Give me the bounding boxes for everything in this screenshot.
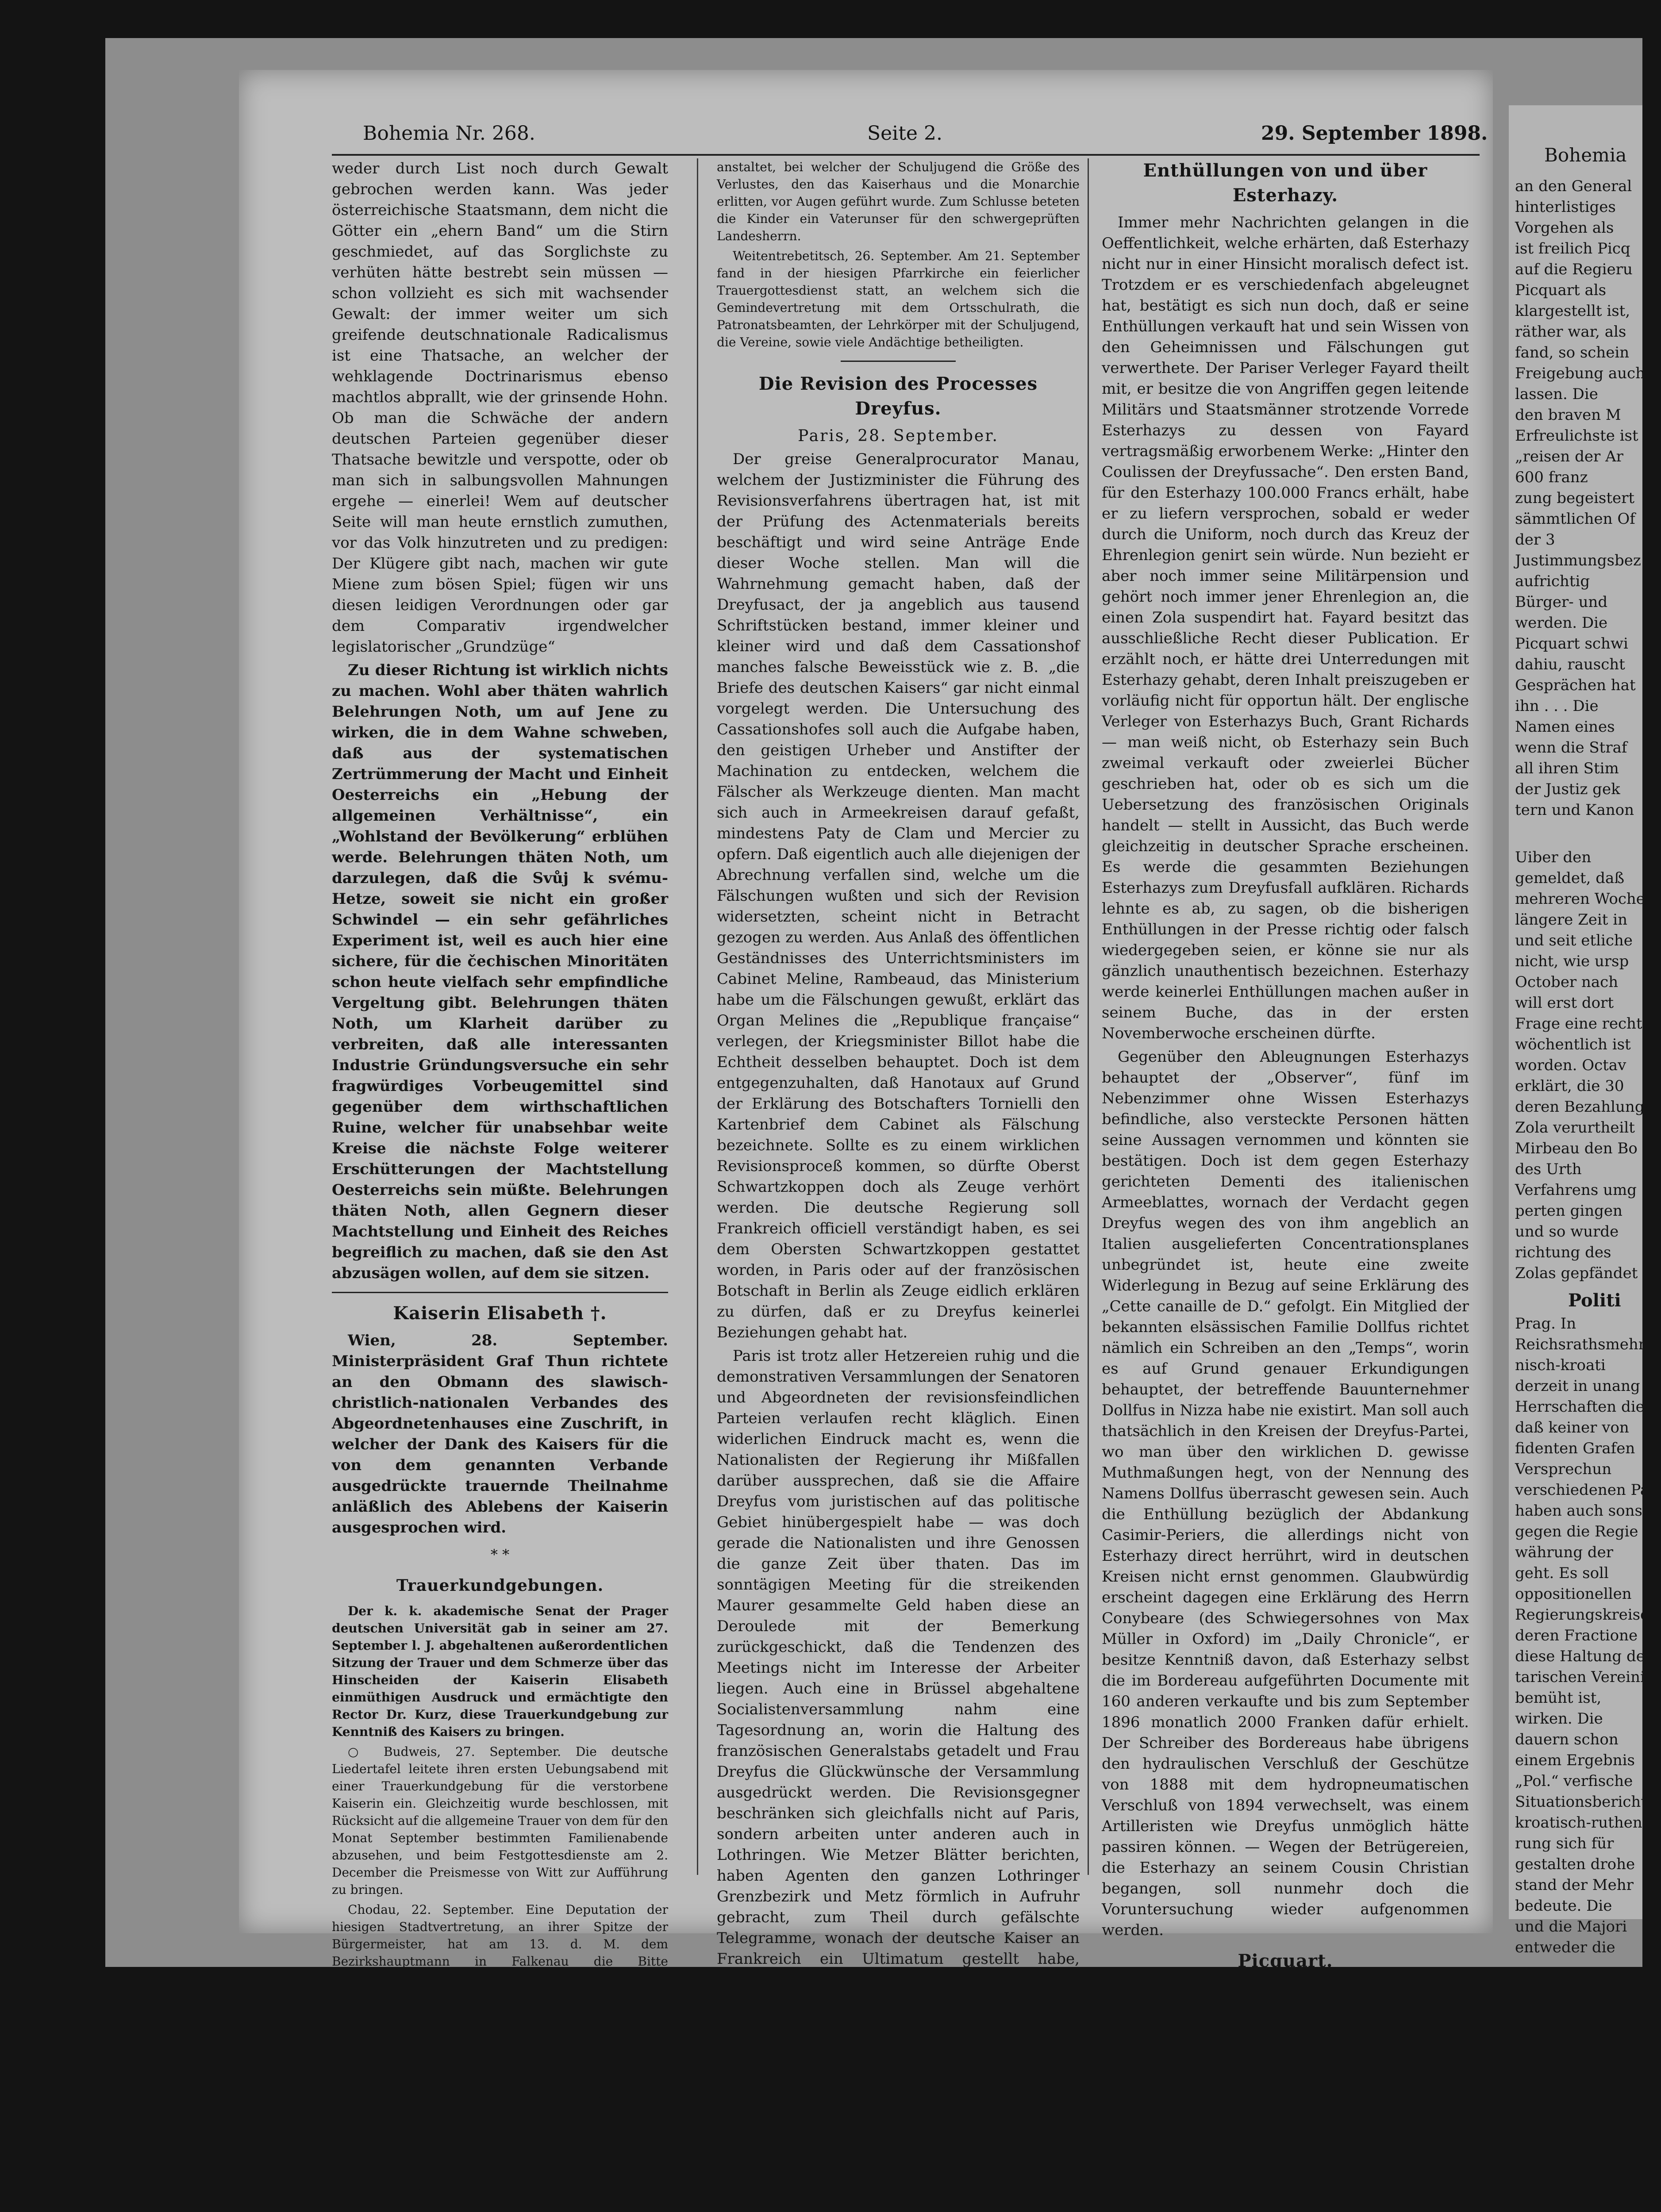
section-heading: Enthüllungen von und über Esterhazy. <box>1143 160 1428 206</box>
adjacent-section-heading: Politi <box>1568 1290 1621 1311</box>
adjacent-text-line: hinterlistiges <box>1515 198 1616 216</box>
section-heading: Trauerkundgebungen. <box>396 1576 604 1595</box>
article-paragraph: Zu dieser Richtung ist wirklich nichts zu machen. Wohl aber thäten wahrlich Belehrungen Noth, um auf Jene zu wirken, die in dem Wahne schweben, daß aus der systematischen Zertrümmerung der Macht und Einheit Oesterreichs ein „Hebung der allgemeinen Verhältnisse“, ein „Wohlstand der Bevölkerung“ erblühen werde. Belehrungen thäten Noth, um darzulegen, daß die Svůj k svému-Hetze, soweit sie nicht ein großer Schwindel — ein sehr gefährliches Experiment ist, weil es auch hier eine sichere, für die čechischen Minoritäten schon heute vielfach sehr empfindliche Vergeltung gibt. Belehrungen thäten Noth, um Klarheit darüber zu verbreiten, daß alle interessanten Industrie Gründungsversuche ein sehr fragwürdiges Vorbeugemittel sind gegenüber dem wirthschaftlichen Ruine, welcher für unabsehbar weite Kreise die nächste Folge weiterer Erschütterungen der Machtstellung Oesterreichs sein müßte. Belehrungen thäten Noth, allen Gegnern dieser Machtstellung und Einheit des Reiches begreiflich zu machen, daß sie den Ast abzusägen wollen, auf dem sie sitzen. <box>332 661 668 1282</box>
adjacent-text-line: bedeute. Die <box>1515 1897 1612 1915</box>
adjacent-text-line: einem Ergebnis <box>1515 1751 1635 1769</box>
adjacent-text-line: kroatisch-ruthenis <box>1515 1814 1655 1832</box>
section-rule <box>841 361 956 362</box>
adjacent-text-line: worden. Octav <box>1515 1056 1626 1074</box>
adjacent-text-line: wirken. Die <box>1515 1710 1603 1728</box>
article-paragraph: ○ Budweis, 27. September. Die deutsche Liedertafel leitete ihren ersten Uebungsabend mit einer Trauerkundgebung für die verstorbene Kaiserin ein. Gleichzeitig wurde beschlossen, mit Rücksicht auf die allgemeine Trauer von dem für den Monat September bestimmten Familienabende abzusehen, und beim Festgottesdienste am 2. December die Preismesse von Witt zur Aufführung zu bringen. <box>332 1744 668 1897</box>
article-paragraph: Czachrau, 27. September. Am 23. September fand in der hiesigen Pfarrkirche ein Trauergottesdienst <box>332 2181 668 2212</box>
adjacent-text-line: 600 franz <box>1515 469 1588 486</box>
adjacent-text-line: Freigebung auch <box>1515 365 1645 382</box>
adjacent-text-line: wenn die Straf <box>1515 739 1627 757</box>
adjacent-text-line: Situationsbericht <box>1515 1793 1647 1811</box>
column-divider <box>697 158 698 1875</box>
adjacent-text-line: gegen die Regie <box>1515 1523 1638 1540</box>
adjacent-text-line: Erfreulichste ist <box>1515 427 1638 445</box>
adjacent-text-line: und so wurde <box>1515 1223 1619 1240</box>
article-paragraph: Wien, 28. September. Ministerpräsident Graf Thun richtete an den Obmann des slawisch-christlich-nationalen Verbandes des Abgeordnetenhauses eine Zuschrift, in welcher der Dank des Kaisers für die von dem genannten Verbande ausgedrückte trauernde Theilnahme anläßlich des Ablebens der Kaiserin ausgesprochen wird. <box>332 1332 668 1536</box>
section-heading: Kaiserin Elisabeth †. <box>393 1303 607 1324</box>
adjacent-text-line: Versprechun <box>1515 1460 1612 1478</box>
adjacent-text-line: der Justiz gek <box>1515 780 1620 798</box>
dateline: Paris, 28. September. <box>798 427 999 445</box>
adjacent-text-line: „Pol.“ verfische <box>1515 1772 1633 1790</box>
adjacent-text-line: zung begeistert <box>1515 489 1635 507</box>
adjacent-text-line: Gesprächen hat <box>1515 676 1636 694</box>
adjacent-text-line: deren Bezahlung <box>1515 1098 1645 1116</box>
adjacent-text-line: und die Majori <box>1515 1918 1627 1936</box>
asterism-separator: * * <box>490 1546 510 1563</box>
adjacent-text-line: October nach <box>1515 973 1619 991</box>
adjacent-text-line: will erst dort <box>1515 994 1614 1012</box>
section-rule <box>332 1292 668 1293</box>
adjacent-text-line: dauern schon <box>1515 1731 1619 1748</box>
adjacent-text-line: haben auch sonst <box>1515 1502 1649 1520</box>
adjacent-text-line: des Urth <box>1515 1160 1582 1178</box>
adjacent-text-line: Mirbeau den Bo <box>1515 1140 1638 1157</box>
adjacent-text-line: aufrichtig <box>1515 572 1590 590</box>
adjacent-text-line: perten gingen <box>1515 1202 1623 1220</box>
adjacent-text-line: entweder die <box>1515 1939 1615 1956</box>
adjacent-text-line: sämmtlichen Of <box>1515 510 1635 528</box>
header-page-number: Seite 2. <box>867 122 942 145</box>
adjacent-text-line: Prag. In <box>1515 1315 1576 1333</box>
adjacent-text-line: tarischen Vereini <box>1515 1668 1645 1686</box>
adjacent-text-line: werden. Die <box>1515 614 1608 632</box>
adjacent-text-line: gemeldet, daß <box>1515 869 1625 887</box>
adjacent-text-line: fand, so schein <box>1515 344 1630 361</box>
article-paragraph: weder durch List noch durch Gewalt gebrochen werden kann. Was jeder österreichische Staatsmann, dem nicht die Götter ein „ehern Band“ um die Stirn geschmiedet, auf das Sorglichste zu verhüten hätte bestrebt sein müssen — schon vollzieht es sich mit wachsender Gewalt: der immer weiter um sich greifende deutschnationale Radicalismus ist eine Thatsache, an welcher der wehklagende Doctrinarismus ebenso machtlos abprallt, wie der grinsende Hohn. Ob man die Schwäche der andern deutschen Parteien gegenüber dieser Thatsache bewitzle und verspotte, oder ob man sich in salbungsvollen Mahnungen ergehe — einerlei! Wem auf deutscher Seite will man heute ernstlich zumuthen, vor das Volk hinzutreten und zu predigen: Der Klügere gibt nach, machen wir gute Miene zum bösen Spiel; fügen wir uns diesen leidigen Verordnungen oder gar dem Comparativ irgendwelcher legislatorischer „Grundzüge“ <box>332 160 668 656</box>
adjacent-text-line: Zola verurtheilt <box>1515 1119 1635 1137</box>
adjacent-text-line: klargestellt ist, <box>1515 302 1630 320</box>
header-rule <box>332 154 1480 156</box>
adjacent-page-fragment <box>1509 105 1661 1956</box>
article-paragraph: Der k. k. akademische Senat der Prager deutschen Universität gab in seiner am 27. September l. J. abgehaltenen außerordentlichen Sitzung der Trauer und dem Schmerze über das Hinscheiden der Kaiserin Elisabeth einmüthigen Ausdruck und ermächtigte den Rector Dr. Kurz, diese Trauerkundgebung zur Kenntniß des Kaisers zu bringen. <box>332 1604 668 1739</box>
adjacent-text-line: Picquart als <box>1515 281 1607 299</box>
adjacent-text-line: gestalten drohe <box>1515 1855 1635 1873</box>
adjacent-text-line: Frage eine recht <box>1515 1015 1642 1033</box>
column-2 <box>717 158 1080 2093</box>
adjacent-text-line: mehreren Woche <box>1515 890 1645 908</box>
section-heading: Picquart. <box>1238 1951 1333 1971</box>
header-date: 29. September 1898. <box>1261 122 1488 145</box>
adjacent-text-line: deren Fractione <box>1515 1627 1638 1644</box>
adjacent-text-line: Zolas gepfändet <box>1515 1264 1638 1282</box>
article-paragraph: Gegenüber den Ableugnungen Esterhazys behauptet der „Observer“, fünf im Nebenzimmer ohne Wissen Esterhazys befindliche, also versteckte Personen hätten seine Aussagen vernommen und könnten sie bestätigen. Doch ist dem gegen Esterhazy gerichteten Dementi des italienischen Armeeblattes, wornach der Verdacht gegen Dreyfus wegen des von ihm angeblich an Italien ausgelieferten Concentrationsplanes unbegründet ist, heute eine zweite Widerlegung in Bezug auf seine Erklärung des „Cette canaille de D.“ gefolgt. Ein Mitglied der bekannten elsässischen Familie Dollfus richtet nämlich ein Schreiben an den „Temps“, worin es auf Grund genauer Erkundigungen behauptet, der betreffende Bauunternehmer Dollfus in Nizza habe nie existirt. Man soll auch thatsächlich in den Kreisen der Dreyfus-Partei, wo man über den wirklichen D. gewisse Muthmaßungen hegt, von der Nennung des Namens Dollfus überrascht gewesen sein. Auch die Enthüllung bezüglich der Abdankung Casimir-Periers, die allerdings nicht von Esterhazy direct herrührt, wird in deutschen Kreisen nicht ernst genommen. Glaubwürdig erscheint dagegen eine Erklärung des Herrn Conybeare (des Schwiegersohnes von Max Müller in Oxford) im „Daily Chronicle“, er besitze Kenntniß davon, daß Esterhazy selbst die im Bordereau aufgeführten Documente mit 160 anderen verkaufte und bis zum September 1896 monatlich 2000 Franken dafür erhielt. Der Schreiber des Bordereaus habe übrigens den hydraulischen Verschluß der Geschütze von 1888 mit dem hydropneumatischen Verschluß von 1894 verwechselt, was einem Artilleristen wie Dreyfus unmöglich hätte passiren können. — Wegen der Betrügereien, die Esterhazy an seinem Cousin Christian begangen, soll nunmehr doch die Voruntersuchung wieder aufgenommen werden. <box>1102 1048 1469 1939</box>
column-divider <box>1088 158 1089 1875</box>
adjacent-text-line: nicht, wie ursp <box>1515 952 1629 970</box>
newspaper-page <box>239 70 1493 2212</box>
article-paragraph: Immer mehr Nachrichten gelangen in die Oeffentlichkeit, welche erhärten, daß Esterhazy nicht nur in einer Hinsicht moralisch defect ist. Trotzdem er es verschiedenfach abgeleugnet hat, bestätigt es sich nun doch, daß er seine Enthüllungen verkauft hat und sein Wissen von den Geheimnissen und Fälschungen gut verwerthete. Der Pariser Verleger Fayard theilt mit, er besitze die von Angriffen gegen leitende Militärs und Staatsmänner strotzende Vorrede Esterhazys zu dessen von Fayard vertragsmäßig erworbenem Werke: „Hinter den Coulissen der Dreyfussache“. Den ersten Band, für den Esterhazy 100.000 Francs erhält, habe er zu liefern versprochen, sobald er weder durch die Uniform, noch durch das Kreuz der Ehrenlegion genirt sein würde. Nun bezieht er aber noch immer seine Militärpension und gehört noch immer jener Ehrenlegion an, die einen Zola suspendirt hat. Fayard besitzt das ausschließliche Recht dieser Publication. Er erzählt noch, er hätte drei Unterredungen mit Esterhazy gehabt, deren Inhalt preiszugeben er vorläufig nicht für opportun hält. Der englische Verleger von Esterhazys Buch, Grant Richards — man weiß nicht, ob Esterhazy sein Buch zweimal verkauft oder zweierlei Bücher geschrieben hat, oder ob es sich um die Uebersetzung des französischen Originals handelt — stellt in Aussicht, das Buch werde gleichzeitig in deutscher Sprache erscheinen. Es werde die gesammten Beziehungen Esterhazys zum Dreyfusfall aufklären. Richards lehnte es ab, zu sagen, ob die bisherigen Enthüllungen in der Presse richtig oder falsch wiedergegeben seien, er könne sie nur als gänzlich unauthentisch bezeichnen. Esterhazy werde keinerlei Enthüllungen machen außer in seinem Buche, das in der ersten Novemberwoche erscheinen dürfte. <box>1102 214 1469 1042</box>
adjacent-page-header: Bohemia <box>1544 144 1627 166</box>
adjacent-text-line: stand der Mehr <box>1515 1876 1634 1894</box>
adjacent-text-line: längere Zeit in <box>1515 911 1627 929</box>
adjacent-text-line: Verfahrens umg <box>1515 1181 1637 1199</box>
adjacent-text-line: daß keiner von <box>1515 1419 1629 1436</box>
adjacent-text-line: und seit etliche <box>1515 932 1633 949</box>
adjacent-text-line: Vorgehen als <box>1515 219 1614 237</box>
adjacent-text-line: den braven M <box>1515 406 1621 424</box>
adjacent-text-line: ihn . . . Die <box>1515 697 1599 715</box>
article-paragraph: Paris ist trotz aller Hetzereien ruhig und die demonstrativen Versammlungen der Senatoren und Abgeordneten der revisionsfeindlichen Parteien verlaufen recht kläglich. Einen widerlichen Eindruck macht es, wenn die Nationalisten der Regierung ihr Mißfallen darüber aussprechen, daß sie die Affaire Dreyfus vom juristischen auf das politische Gebiet hinübergespielt habe — was doch gerade die Nationalisten und ihre Genossen die ganze Zeit über thaten. Das im sonntägigen Meeting für die streikenden Maurer gesammelte Geld haben diese an Deroulede mit der Bemerkung zurückgeschickt, daß die Tendenzen des Meetings nicht im Interesse der Arbeiter liegen. Auch eine in Brüssel abgehaltene Socialistenversammlung nahm eine Tagesordnung an, worin die Haltung des französischen Generalstabs getadelt und Frau Dreyfus die Glückwünsche der Versammlung ausgedrückt werden. Die Revisionsgegner beschränken sich gleichfalls nicht auf Paris, sondern arbeiten unter anderen auch in Lothringen. Wie Metzer Blätter berichten, haben Agenten den ganzen Lothringer Grenzbezirk und Metz förmlich in Aufruhr gebracht, zum Theil durch gefälschte Telegramme, wonach der deutsche Kaiser an Frankreich ein Ultimatum gestellt habe, keinesfalls die Revision des Dreyfus-Processes zuzulassen (!), weil ja sonst des Kaisers Briefwechsel mit Dreyfus ans Tageslicht käme, was um Himmelswillen vermieden werden müsse. Und es gibt auch wirklich noch Dumme, die diesen Unsinn glauben. <box>717 1347 1080 2093</box>
adjacent-text-line: nisch-kroati <box>1515 1356 1606 1374</box>
adjacent-text-line: geht. Es soll <box>1515 1564 1609 1582</box>
adjacent-text-line: diese Haltung de <box>1515 1647 1645 1665</box>
article-paragraph: anstaltet, bei welcher der Schuljugend die Größe des Verlustes, den das Kaiserhaus und die Monarchie erlitten, vor Augen geführt wurde. Zum Schlusse beteten die Kinder ein Vaterunser für den schwergeprüften Landesherrn. <box>717 160 1080 243</box>
adjacent-text-line: währung der <box>1515 1544 1614 1561</box>
adjacent-text-line: rung sich für <box>1515 1835 1614 1852</box>
adjacent-text-line: lassen. Die <box>1515 385 1598 403</box>
adjacent-text-line: bemüht ist, <box>1515 1689 1602 1707</box>
spacer <box>1515 821 1648 847</box>
article-paragraph: Weitentrebetitsch, 26. September. Am 21. September fand in der hiesigen Pfarrkirche ein feierlicher Trauergottesdienst statt, an welchem sich die Gemindevertretung mit dem Ortsschulrath, die Patronatsbeamten, der Lehrkörper mit der Schuljugend, die Vereine, sowie viele Andächtige betheiligten. <box>717 249 1080 349</box>
adjacent-text-line: Uiber den <box>1515 849 1592 866</box>
adjacent-text-line: fidenten Grafen <box>1515 1440 1635 1457</box>
adjacent-text-line: Bürger- und <box>1515 593 1608 611</box>
article-paragraph: Chodau, 22. September. Eine Deputation der hiesigen Stadtvertretung, an ihrer Spitze der Bürgermeister, hat am 13. d. M. dem Bezirkshauptmann in Falkenau die Bitte vorgetragen, den Ausdruck der innigsten und aufrichtigsten Antheilnahme der gesammten Bevölkerung der Stadt Chodau an die Stufen des Thrones gelangen zu lassen. Am 17. September fand in der hiesigen Pfarrkirche ein feierlicher Trauergottesdienst statt, an welchem die Stadtvertretung, die Lehrkörper mit der Schuljugend, die dienstfreien Beamten der k. k. Post, der Staats- und Buschtiehrader Eisenbahn, die Vereine, sowie zahlreiche Bewohner der Stadt theilnahmen. Vom Stadthause und den Schulgebäuden wehten schwarze Fahnen. <box>332 1902 668 2176</box>
adjacent-text-line: Herrschaften diese <box>1515 1398 1661 1416</box>
adjacent-page-text <box>1515 176 1661 1956</box>
header-paper-number: Bohemia Nr. 268. <box>363 122 535 145</box>
page-header <box>239 122 1493 153</box>
adjacent-text-line: Justimmungsbez <box>1515 552 1641 569</box>
section-heading: Die Revision des Processes Dreyfus. <box>758 373 1038 419</box>
adjacent-text-line: tern und Kanon <box>1515 801 1634 819</box>
column-3 <box>1102 158 1469 2101</box>
article-paragraph: Die Freunde des gefangenen Picquart, der noch immer ohne Rechtsschutz bleibt und von der Außenwelt abgeschnitten ist, sind nicht müßig. Der Kriegsminister Chanoine hat ein in sehr strengen Ausdrücken abgefaßtes Schreiben <box>1102 1979 1469 2101</box>
adjacent-text-line: all ihren Stim <box>1515 760 1619 777</box>
column-1 <box>332 158 668 2212</box>
adjacent-text-line: wöchentlich ist <box>1515 1036 1631 1053</box>
adjacent-text-line: Namen eines <box>1515 718 1615 736</box>
adjacent-text-line: räther war, als <box>1515 323 1626 341</box>
adjacent-text-line: erklärt, die 30 <box>1515 1077 1624 1095</box>
adjacent-text-line: oppositionellen <box>1515 1585 1632 1603</box>
adjacent-text-line: an den General <box>1515 177 1632 195</box>
adjacent-text-line: dahiu, rauscht <box>1515 656 1625 673</box>
adjacent-text-line: Picquart schwi <box>1515 635 1628 653</box>
adjacent-text-line: Regierungskreise <box>1515 1606 1649 1624</box>
adjacent-text-line: „reisen der Ar <box>1515 448 1623 465</box>
adjacent-text-line: ist freilich Picq <box>1515 240 1630 257</box>
article-paragraph: Der greise Generalprocurator Manau, welchem der Justizminister die Führung des Revisionsverfahrens übertragen hat, ist mit der Prüfung des Actenmaterials bereits beschäftigt und wird seine Anträge Ende dieser Woche stellen. Man will die Wahrnehmung gemacht haben, daß der Dreyfusact, der ja angeblich aus tausend Schriftstücken bestand, immer kleiner und kleiner wird und daß dem Cassationshof manches falsche Beweisstück wie z. B. „die Briefe des deutschen Kaisers“ gar nicht einmal vorgelegt werden. Die Untersuchung des Cassationshofes soll auch die Aufgabe haben, den geistigen Urheber und Anstifter der Machination zu entdecken, welchem die Fälscher als Werkzeuge dienten. Man macht sich auch in Armeekreisen darauf gefaßt, mindestens Paty de Clam und Mercier zu opfern. Daß eigentlich auch alle diejenigen der Abrechnung verfallen sind, welche um die Fälschungen wußten und sich der Revision widersetzten, scheint nicht in Betracht gezogen zu werden. Aus Anlaß des öffentlichen Geständnisses des Unterrichtsministers im Cabinet Meline, Rambeaud, das Ministerium habe um die Fälschungen gewußt, erklärt das Organ Melines die „Republique française“ verlegen, der Kriegsminister Billot habe die Echtheit desselben behauptet. Doch ist dem entgegenzuhalten, daß Hanotaux auf Grund der Erklärung des Botschafters Tornielli den Kartenbrief dem Cabinet als Fälschung bezeichnete. Sollte es zu einem wirklichen Revisionsproceß kommen, so dürfte Oberst Schwartzkoppen doch als Zeuge verhört werden. Die deutsche Regierung soll Frankreich officiell verständigt haben, es sei dem Obersten Schwartzkoppen gestattet worden, in Paris oder auf der französischen Botschaft in Berlin als Zeuge eidlich erklären zu dürfen, daß er zu Dreyfus keinerlei Beziehungen gehabt hat. <box>717 450 1080 1341</box>
adjacent-text-line: der 3 <box>1515 531 1555 549</box>
adjacent-text-line: derzeit in unang <box>1515 1377 1640 1395</box>
adjacent-text-line: Reichsrathsmehr <box>1515 1336 1646 1353</box>
adjacent-text-line: verschiedenen Par <box>1515 1481 1657 1499</box>
adjacent-text-line: richtung des <box>1515 1244 1611 1261</box>
adjacent-text-line: auf die Regieru <box>1515 261 1633 278</box>
